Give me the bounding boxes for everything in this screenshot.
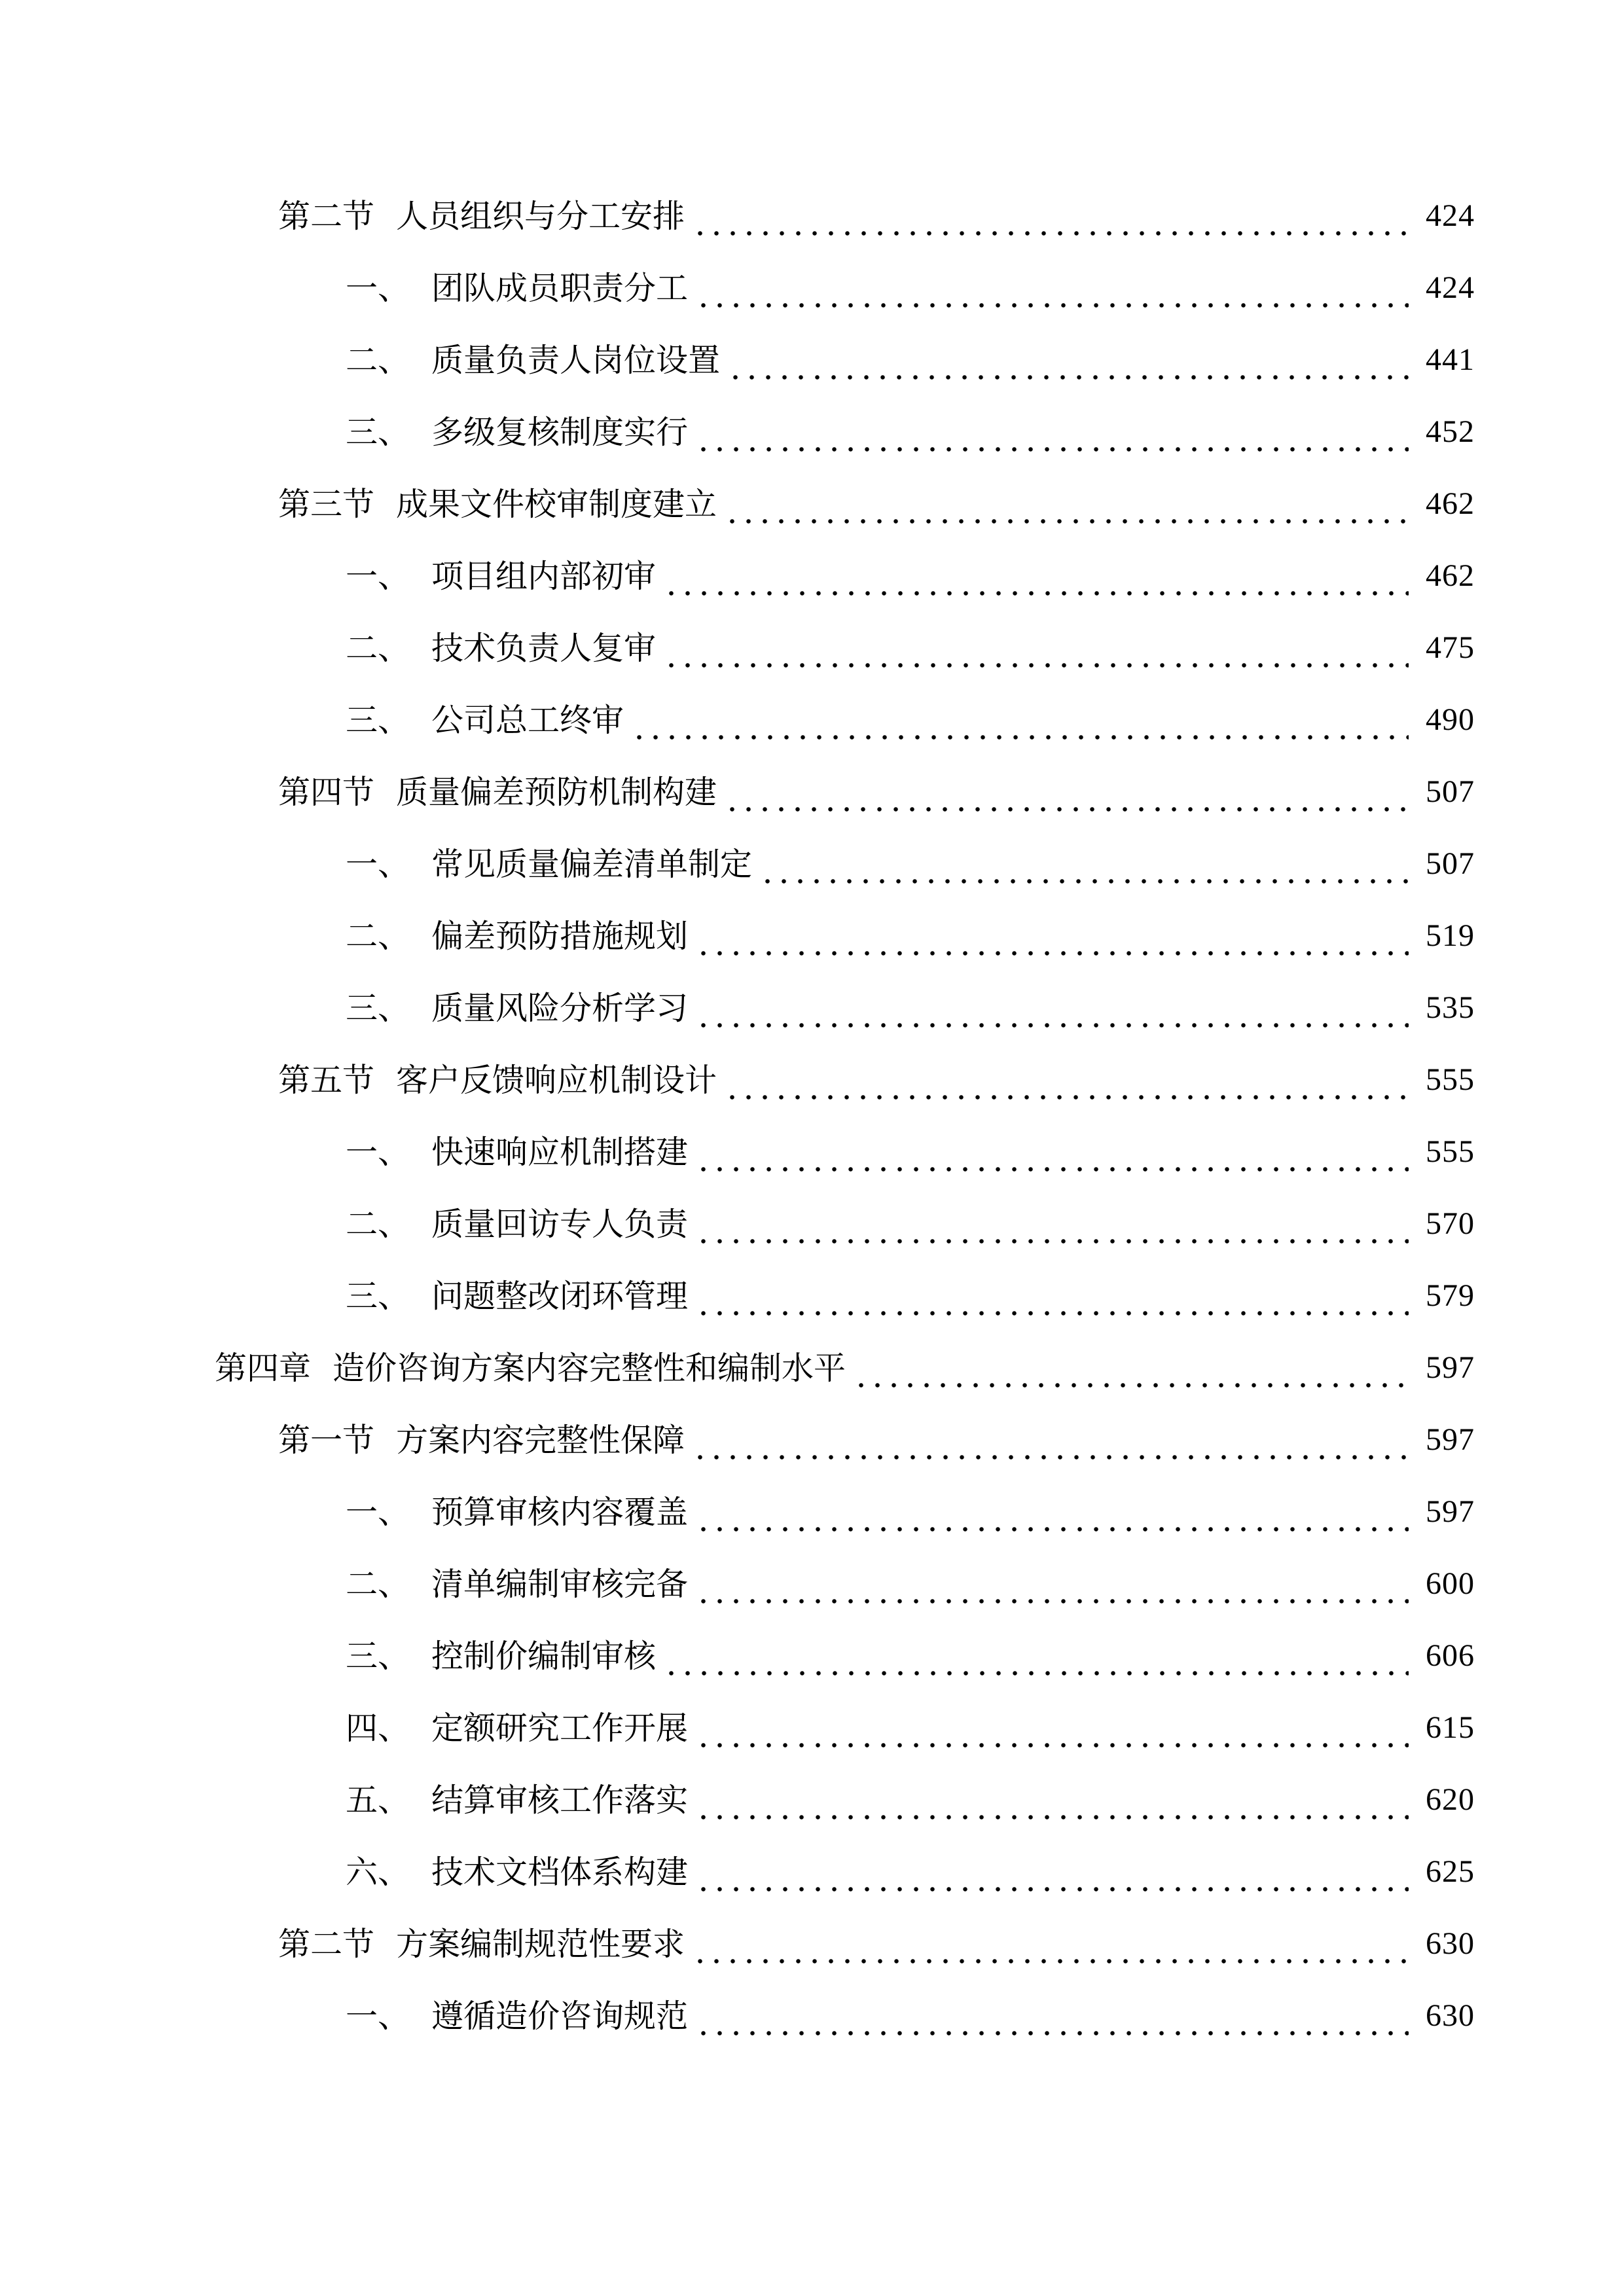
entry-number-label: 四、 (346, 1710, 410, 1746)
toc-entry-section-4[interactable] (278, 468, 1475, 540)
entry-page-number: 579 (1426, 1278, 1475, 1313)
table-of-contents (0, 180, 1624, 2052)
toc-entry-chapter-16[interactable] (215, 1332, 1475, 1404)
entry-number-label: 二、 (346, 342, 410, 378)
entry-number-label: 二、 (346, 630, 410, 666)
toc-entry-item-2[interactable] (346, 324, 1475, 396)
entry-title: 团队成员职责分工 (431, 270, 689, 306)
dot-leader (698, 231, 1409, 236)
entry-title: 结算审核工作落实 (431, 1782, 689, 1818)
entry-page-number: 597 (1426, 1350, 1475, 1385)
entry-number-label: 五、 (346, 1782, 410, 1818)
entry-title: 质量负责人岗位设置 (431, 342, 721, 378)
dot-leader (730, 519, 1409, 524)
dot-leader (701, 1023, 1409, 1028)
toc-entry-item-1[interactable] (346, 252, 1475, 324)
dot-leader (733, 375, 1409, 380)
dot-leader (701, 447, 1409, 452)
entry-number-label: 三、 (346, 1278, 410, 1314)
dot-leader (698, 1959, 1409, 1964)
dot-leader (701, 1311, 1409, 1316)
toc-entry-item-14[interactable] (346, 1188, 1475, 1260)
toc-entry-item-7[interactable] (346, 684, 1475, 756)
toc-entry-section-24[interactable] (278, 1908, 1475, 1980)
entry-page-number: 424 (1426, 270, 1475, 305)
entry-title: 质量风险分析学习 (431, 990, 689, 1026)
entry-title: 公司总工终审 (431, 702, 624, 738)
toc-entry-item-9[interactable] (346, 828, 1475, 900)
dot-leader (701, 1599, 1409, 1604)
entry-title: 客户反馈响应机制设计 (396, 1062, 717, 1098)
entry-title: 预算审核内容覆盖 (431, 1494, 689, 1530)
dot-leader (637, 735, 1409, 740)
entry-page-number: 630 (1426, 1926, 1475, 1961)
dot-leader (701, 1743, 1409, 1748)
entry-title: 质量回访专人负责 (431, 1206, 689, 1242)
entry-number-label: 一、 (346, 1494, 410, 1530)
entry-page-number: 570 (1426, 1206, 1475, 1241)
entry-number-label: 第四章 (215, 1350, 312, 1386)
toc-entry-section-12[interactable] (278, 1044, 1475, 1116)
entry-number-label: 三、 (346, 1638, 410, 1674)
toc-entry-item-11[interactable] (346, 972, 1475, 1044)
entry-number-label: 第三节 (278, 486, 375, 522)
entry-title: 快速响应机制搭建 (431, 1134, 689, 1170)
entry-number-label: 第一节 (278, 1422, 375, 1458)
dot-leader (698, 1455, 1409, 1460)
entry-title: 问题整改闭环管理 (431, 1278, 689, 1314)
dot-leader (701, 1815, 1409, 1820)
entry-page-number: 555 (1426, 1134, 1475, 1169)
toc-entry-item-22[interactable] (346, 1764, 1475, 1836)
entry-title: 人员组织与分工安排 (396, 198, 685, 234)
entry-page-number: 597 (1426, 1422, 1475, 1457)
dot-leader (730, 807, 1409, 812)
entry-number-label: 一、 (346, 558, 410, 594)
entry-number-label: 三、 (346, 702, 410, 738)
entry-title: 清单编制审核完备 (431, 1566, 689, 1602)
entry-number-label: 第二节 (278, 1926, 375, 1962)
entry-page-number: 600 (1426, 1566, 1475, 1601)
entry-page-number: 462 (1426, 486, 1475, 521)
entry-number-label: 二、 (346, 918, 410, 954)
toc-entry-item-13[interactable] (346, 1116, 1475, 1188)
entry-page-number: 630 (1426, 1998, 1475, 2033)
entry-title: 造价咨询方案内容完整性和编制水平 (333, 1350, 846, 1386)
dot-leader (765, 879, 1409, 884)
dot-leader (701, 1167, 1409, 1172)
entry-page-number: 452 (1426, 414, 1475, 449)
toc-entry-item-3[interactable] (346, 396, 1475, 468)
entry-number-label: 六、 (346, 1854, 410, 1890)
entry-title: 定额研究工作开展 (431, 1710, 689, 1746)
dot-leader (669, 663, 1409, 668)
entry-number-label: 一、 (346, 1134, 410, 1170)
entry-title: 项目组内部初审 (431, 558, 657, 594)
toc-entry-section-0[interactable] (278, 180, 1475, 252)
dot-leader (730, 1095, 1409, 1100)
entry-number-label: 第二节 (278, 198, 375, 234)
dot-leader (701, 1887, 1409, 1892)
entry-number-label: 二、 (346, 1566, 410, 1602)
toc-entry-item-18[interactable] (346, 1476, 1475, 1548)
entry-title: 常见质量偏差清单制定 (431, 846, 753, 882)
dot-leader (701, 303, 1409, 308)
entry-number-label: 第四节 (278, 774, 375, 810)
entry-number-label: 二、 (346, 1206, 410, 1242)
dot-leader (701, 951, 1409, 956)
toc-entry-item-15[interactable] (346, 1260, 1475, 1332)
toc-entry-item-10[interactable] (346, 900, 1475, 972)
entry-page-number: 462 (1426, 558, 1475, 593)
entry-page-number: 625 (1426, 1854, 1475, 1889)
toc-entry-item-5[interactable] (346, 540, 1475, 612)
entry-page-number: 507 (1426, 846, 1475, 881)
toc-entry-item-20[interactable] (346, 1620, 1475, 1692)
entry-page-number: 424 (1426, 198, 1475, 233)
toc-entry-section-17[interactable] (278, 1404, 1475, 1476)
entry-title: 偏差预防措施规划 (431, 918, 689, 954)
entry-title: 遵循造价咨询规范 (431, 1998, 689, 2034)
entry-page-number: 490 (1426, 702, 1475, 737)
entry-title: 技术文档体系构建 (431, 1854, 689, 1890)
entry-page-number: 535 (1426, 990, 1475, 1025)
dot-leader (701, 2031, 1409, 2036)
entry-title: 质量偏差预防机制构建 (396, 774, 717, 810)
entry-page-number: 597 (1426, 1494, 1475, 1529)
entry-page-number: 606 (1426, 1638, 1475, 1673)
dot-leader (669, 1671, 1409, 1676)
entry-number-label: 一、 (346, 270, 410, 306)
toc-entry-item-23[interactable] (346, 1836, 1475, 1908)
toc-entry-item-21[interactable] (346, 1692, 1475, 1764)
toc-entry-item-19[interactable] (346, 1548, 1475, 1620)
dot-leader (701, 1239, 1409, 1244)
dot-leader (859, 1383, 1409, 1388)
entry-page-number: 441 (1426, 342, 1475, 377)
dot-leader (701, 1527, 1409, 1532)
entry-page-number: 620 (1426, 1782, 1475, 1817)
entry-number-label: 三、 (346, 414, 410, 450)
entry-number-label: 一、 (346, 846, 410, 882)
entry-title: 多级复核制度实行 (431, 414, 689, 450)
entry-title: 成果文件校审制度建立 (396, 486, 717, 522)
entry-number-label: 一、 (346, 1998, 410, 2034)
entry-page-number: 555 (1426, 1062, 1475, 1097)
entry-page-number: 507 (1426, 774, 1475, 809)
entry-title: 控制价编制审核 (431, 1638, 657, 1674)
entry-page-number: 475 (1426, 630, 1475, 665)
entry-page-number: 519 (1426, 918, 1475, 953)
toc-entry-item-25[interactable] (346, 1980, 1475, 2052)
entry-title: 技术负责人复审 (431, 630, 657, 666)
entry-number-label: 三、 (346, 990, 410, 1026)
entry-title: 方案内容完整性保障 (396, 1422, 685, 1458)
toc-entry-section-8[interactable] (278, 756, 1475, 828)
entry-number-label: 第五节 (278, 1062, 375, 1098)
entry-title: 方案编制规范性要求 (396, 1926, 685, 1962)
dot-leader (669, 591, 1409, 596)
toc-entry-item-6[interactable] (346, 612, 1475, 684)
entry-page-number: 615 (1426, 1710, 1475, 1745)
